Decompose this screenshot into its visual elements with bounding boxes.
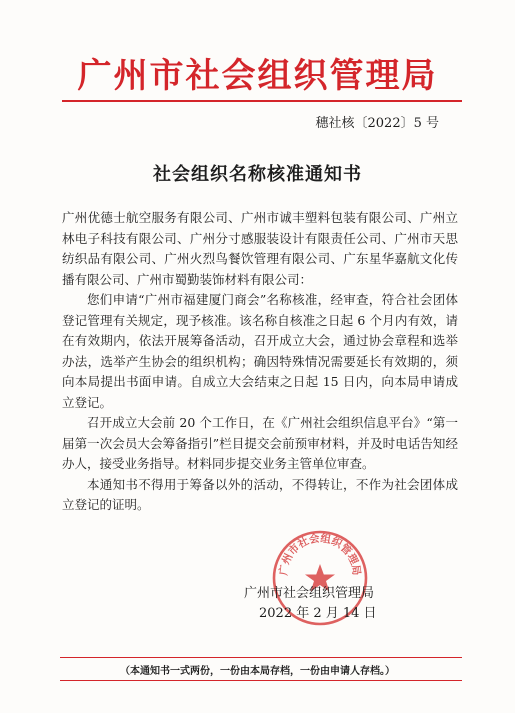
signature-date: 2022 年 2 月 14 日	[259, 606, 377, 621]
recipients-paragraph: 广州优德士航空服务有限公司、广州市诚丰塑料包装有限公司、广州立林电子科技有限公司、广州分寸感服装设计有限责任公司、广州市天思纺织品有限公司、广州火烈鸟餐饮管理有限公司、广东星华嘉航文化传播有限公司、广州市蜀勤装饰材料有限公司：	[62, 210, 458, 287]
document-body	[62, 208, 458, 516]
document-number: 穗社核〔2022〕5 号	[315, 116, 439, 131]
header-rule	[62, 100, 462, 102]
footer-note: （本通知书一式两份，一份由本局存档，一份由申请人存档。）	[120, 666, 395, 677]
issuer-header: 广州市社会组织管理局	[77, 56, 438, 96]
footer-rule-top	[60, 657, 462, 658]
footer-rule-bottom	[60, 680, 462, 681]
signature-organization: 广州市社会组织管理局	[244, 586, 375, 601]
body-paragraph: 召开成立大会前 20 个工作日，在《广州社会组织信息平台》“第一届第一次会员大会筹备指引”栏目提交会前预审材料，并及时电话告知经办人，接受业务指导。材料同步提交业务主管单位审查。	[62, 415, 458, 471]
body-paragraph: 您们申请“广州市福建厦门商会”名称核准，经审查，符合社会团体登记管理有关规定，现予核准。该名称自核准之日起 6 个月内有效，请在有效期内，依法开展筹备活动，召开成立大会，通过协会章程和选举办法，选举产生协会的组织机构；确因特殊情况需要延长有效期的，须向本局提出书面申请。自成立大会结束之日起 15 日内，向本局申请成立登记。	[62, 292, 458, 410]
seal-lettering: 广州市社会组织管理局	[277, 532, 363, 577]
body-paragraph: 本通知书不得用于筹备以外的活动，不得转让，不作为社会团体成立登记的证明。	[62, 476, 458, 512]
document-title: 社会组织名称核准通知书	[153, 164, 362, 185]
